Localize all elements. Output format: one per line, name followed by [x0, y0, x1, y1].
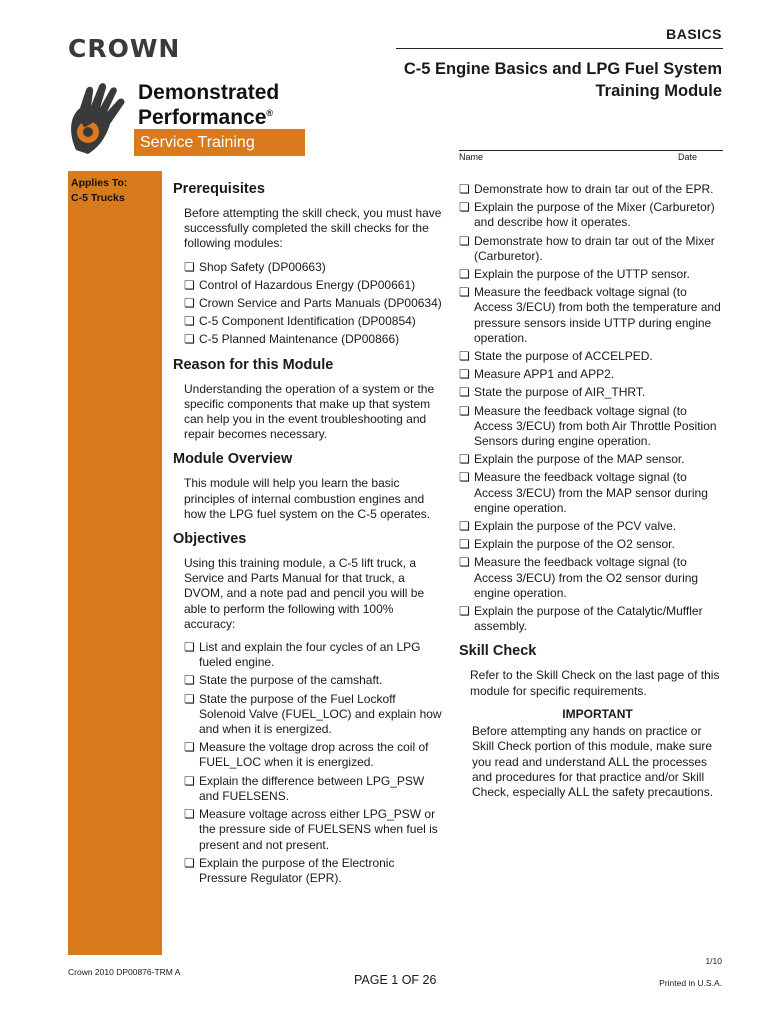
document-title-line-2: Training Module: [595, 82, 722, 100]
checklist-item-text: Explain the purpose of the Electronic Pressure Regulator (EPR).: [199, 855, 395, 885]
footer-printed: Printed in U.S.A.: [659, 978, 722, 988]
document-title: [404, 58, 722, 102]
checklist-item: [459, 537, 725, 552]
signature-rule: [459, 150, 723, 151]
checklist-item-text: State the purpose of the Fuel Lockoff Solenoid Valve (FUEL_LOC) and explain how and when it is energized.: [199, 691, 442, 737]
checklist-item-text: State the purpose of the camshaft.: [199, 673, 383, 688]
objectives-list-continued: [459, 182, 725, 634]
overview-heading: Module Overview: [173, 451, 293, 468]
checklist-item: [459, 404, 725, 450]
checklist-item-text: Demonstrate how to drain tar out of the Mixer (Carburetor).: [474, 233, 715, 263]
checklist-item: [184, 260, 443, 275]
checklist-item-text: Explain the purpose of the UTTP sensor.: [474, 267, 690, 282]
checklist-item: [459, 519, 725, 534]
checklist-item-text: Measure APP1 and APP2.: [474, 367, 615, 382]
checkbox-icon: ❏: [184, 296, 195, 311]
checkbox-icon: ❏: [459, 233, 470, 248]
checkbox-icon: ❏: [184, 807, 195, 822]
checkbox-icon: ❏: [459, 182, 470, 196]
checklist-item: [184, 774, 443, 804]
checklist-item-text: Explain the purpose of the MAP sensor.: [474, 452, 685, 467]
checklist-item-text: Explain the purpose of the Mixer (Carburetor) and describe how it operates.: [474, 200, 715, 230]
header-rule: [396, 48, 723, 49]
date-label: Date: [678, 152, 698, 162]
footer-page-label: PAGE 1 OF 26: [354, 973, 437, 987]
checkbox-icon: ❏: [184, 640, 195, 655]
checklist-item: [184, 640, 443, 670]
checklist-item: [459, 555, 725, 601]
crown-logo: CROWN: [68, 34, 181, 63]
checklist-item-text: Measure the voltage drop across the coil of FUEL_LOC when it is energized.: [199, 740, 429, 770]
checklist-item: [184, 278, 443, 293]
checklist-item: [184, 856, 443, 886]
checklist-item-text: Explain the difference between LPG_PSW and FUELSENS.: [199, 773, 425, 803]
checklist-item-text: Measure the feedback voltage signal (to Access 3/ECU) from both the temperature and pressure sensors inside UTTP during engine operation.: [474, 285, 721, 345]
checklist-item-text: Demonstrate how to drain tar out of the EPR.: [474, 182, 714, 196]
overview-text: This module will help you learn the basic principles of internal combustion engines and how the LPG fuel system on the C-5 operates.: [184, 476, 431, 521]
program-title-line-1: Demonstrated: [138, 81, 280, 104]
checkbox-icon: ❏: [184, 691, 195, 706]
checklist-item-text: Shop Safety (DP00663): [199, 259, 326, 274]
objectives-heading: Objectives: [173, 531, 247, 548]
checkbox-icon: ❏: [459, 555, 470, 570]
checklist-item: [184, 807, 443, 853]
checklist-item: [459, 234, 725, 264]
checkbox-icon: ❏: [459, 385, 470, 400]
skill-check-heading: Skill Check: [459, 643, 537, 660]
checklist-item-text: Crown Service and Parts Manuals (DP00634): [199, 296, 442, 311]
checklist-item: [184, 673, 443, 688]
checkbox-icon: ❏: [459, 519, 470, 534]
checkbox-icon: ❏: [184, 259, 195, 274]
sidebar-bar: [68, 171, 162, 955]
hand-wrench-logo-icon: [66, 80, 134, 156]
checkbox-icon: ❏: [184, 773, 195, 788]
checklist-item: [184, 740, 443, 770]
registered-mark: ®: [266, 108, 274, 118]
applies-to: [71, 176, 127, 206]
checkbox-icon: ❏: [459, 403, 470, 418]
name-label: Name: [459, 152, 484, 162]
important-text: Before attempting any hands on practice or Skill Check portion of this module, make sure you read and understand ALL the processes and procedures for that practice and/or Skill Check, especially ALL the safety precautions.: [472, 724, 714, 799]
section-label: BASICS: [666, 26, 722, 42]
checklist-item: [459, 285, 725, 346]
document-title-line-1: C-5 Engine Basics and LPG Fuel System: [403, 60, 722, 78]
checkbox-icon: ❏: [184, 332, 195, 347]
checklist-item-text: C-5 Component Identification (DP00854): [199, 314, 416, 329]
checklist-item-text: List and explain the four cycles of an LPG fueled engine.: [199, 640, 421, 670]
checklist-item-text: C-5 Planned Maintenance (DP00866): [199, 332, 400, 347]
objectives-intro: Using this training module, a C-5 lift truck, a Service and Parts Manual for that truck, a DVOM, and a note pad and pencil you will be able to perform the following with 100% accuracy:: [184, 556, 425, 631]
checklist-item: [184, 314, 443, 329]
checkbox-icon: ❏: [459, 470, 470, 485]
prerequisites-intro: Before attempting the skill check, you must have successfully completed the skill checks for the following modules:: [184, 206, 442, 251]
checklist-item: [184, 332, 443, 347]
checklist-item-text: Measure the feedback voltage signal (to Access 3/ECU) from both Air Throttle Position Sensors during engine operation.: [474, 403, 717, 449]
checklist-item: [459, 452, 725, 467]
checkbox-icon: ❏: [184, 314, 195, 329]
program-title-line-2: [138, 103, 279, 128]
program-title-line-2-text: Performance: [138, 106, 267, 129]
checkbox-icon: ❏: [459, 367, 470, 382]
reason-text: Understanding the operation of a system or the specific components that make up that system can help you in the event troubleshooting and repair becomes necessary.: [184, 381, 435, 442]
checkbox-icon: ❏: [459, 349, 470, 364]
checklist-item-text: Explain the purpose of the O2 sensor.: [474, 537, 675, 552]
reason-heading: Reason for this Module: [173, 356, 334, 373]
checkbox-icon: ❏: [459, 267, 470, 282]
checklist-item: [459, 200, 725, 230]
applies-label: Applies To:: [71, 177, 128, 189]
checklist-item-text: State the purpose of ACCELPED.: [474, 349, 653, 364]
checkbox-icon: ❏: [184, 855, 195, 870]
checkbox-icon: ❏: [459, 604, 470, 619]
checklist-item-text: Measure the feedback voltage signal (to Access 3/ECU) from the O2 sensor during engine operation.: [474, 555, 699, 600]
checklist-item-text: Control of Hazardous Energy (DP00661): [199, 277, 416, 292]
applies-value: C-5 Trucks: [71, 192, 125, 204]
checkbox-icon: ❏: [459, 537, 470, 552]
checklist-item: [459, 349, 725, 364]
checkbox-icon: ❏: [459, 452, 470, 467]
checkbox-icon: ❏: [184, 740, 195, 755]
footer-doc-id: Crown 2010 DP00876-TRM A: [68, 967, 181, 977]
right-column: [459, 182, 725, 800]
checklist-item-text: Explain the purpose of the PCV valve.: [474, 519, 677, 534]
checklist-item: [459, 367, 725, 382]
checklist-item-text: Measure the feedback voltage signal (to Access 3/ECU) from the MAP sensor during engine operation.: [474, 470, 708, 515]
prerequisites-heading: Prerequisites: [173, 181, 265, 197]
checklist-item: [459, 385, 725, 400]
checklist-item-text: Explain the purpose of the Catalytic/Muffler assembly.: [474, 604, 703, 634]
checklist-item: [459, 604, 725, 634]
checkbox-icon: ❏: [184, 277, 195, 292]
objectives-list: [184, 640, 443, 886]
checkbox-icon: ❏: [184, 673, 195, 688]
checklist-item: [184, 692, 443, 738]
checklist-item: [184, 296, 443, 311]
prerequisites-list: [184, 260, 443, 348]
checkbox-icon: ❏: [459, 285, 470, 300]
program-title: [138, 82, 279, 128]
checklist-item-text: State the purpose of AIR_THRT.: [474, 385, 646, 400]
skill-check-text: Refer to the Skill Check on the last page of this module for specific requirements.: [470, 668, 720, 698]
checkbox-icon: ❏: [459, 200, 470, 215]
checklist-item: [459, 182, 725, 197]
checklist-item: [459, 470, 725, 516]
left-column: [173, 180, 443, 894]
footer-page-number: 1/10: [705, 956, 722, 966]
checklist-item: [459, 267, 725, 282]
important-label: IMPORTANT: [562, 706, 633, 721]
checklist-item-text: Measure voltage across either LPG_PSW or the pressure side of FUELSENS when fuel is present and not present.: [199, 807, 438, 852]
service-training-bar: Service Training: [134, 129, 305, 156]
